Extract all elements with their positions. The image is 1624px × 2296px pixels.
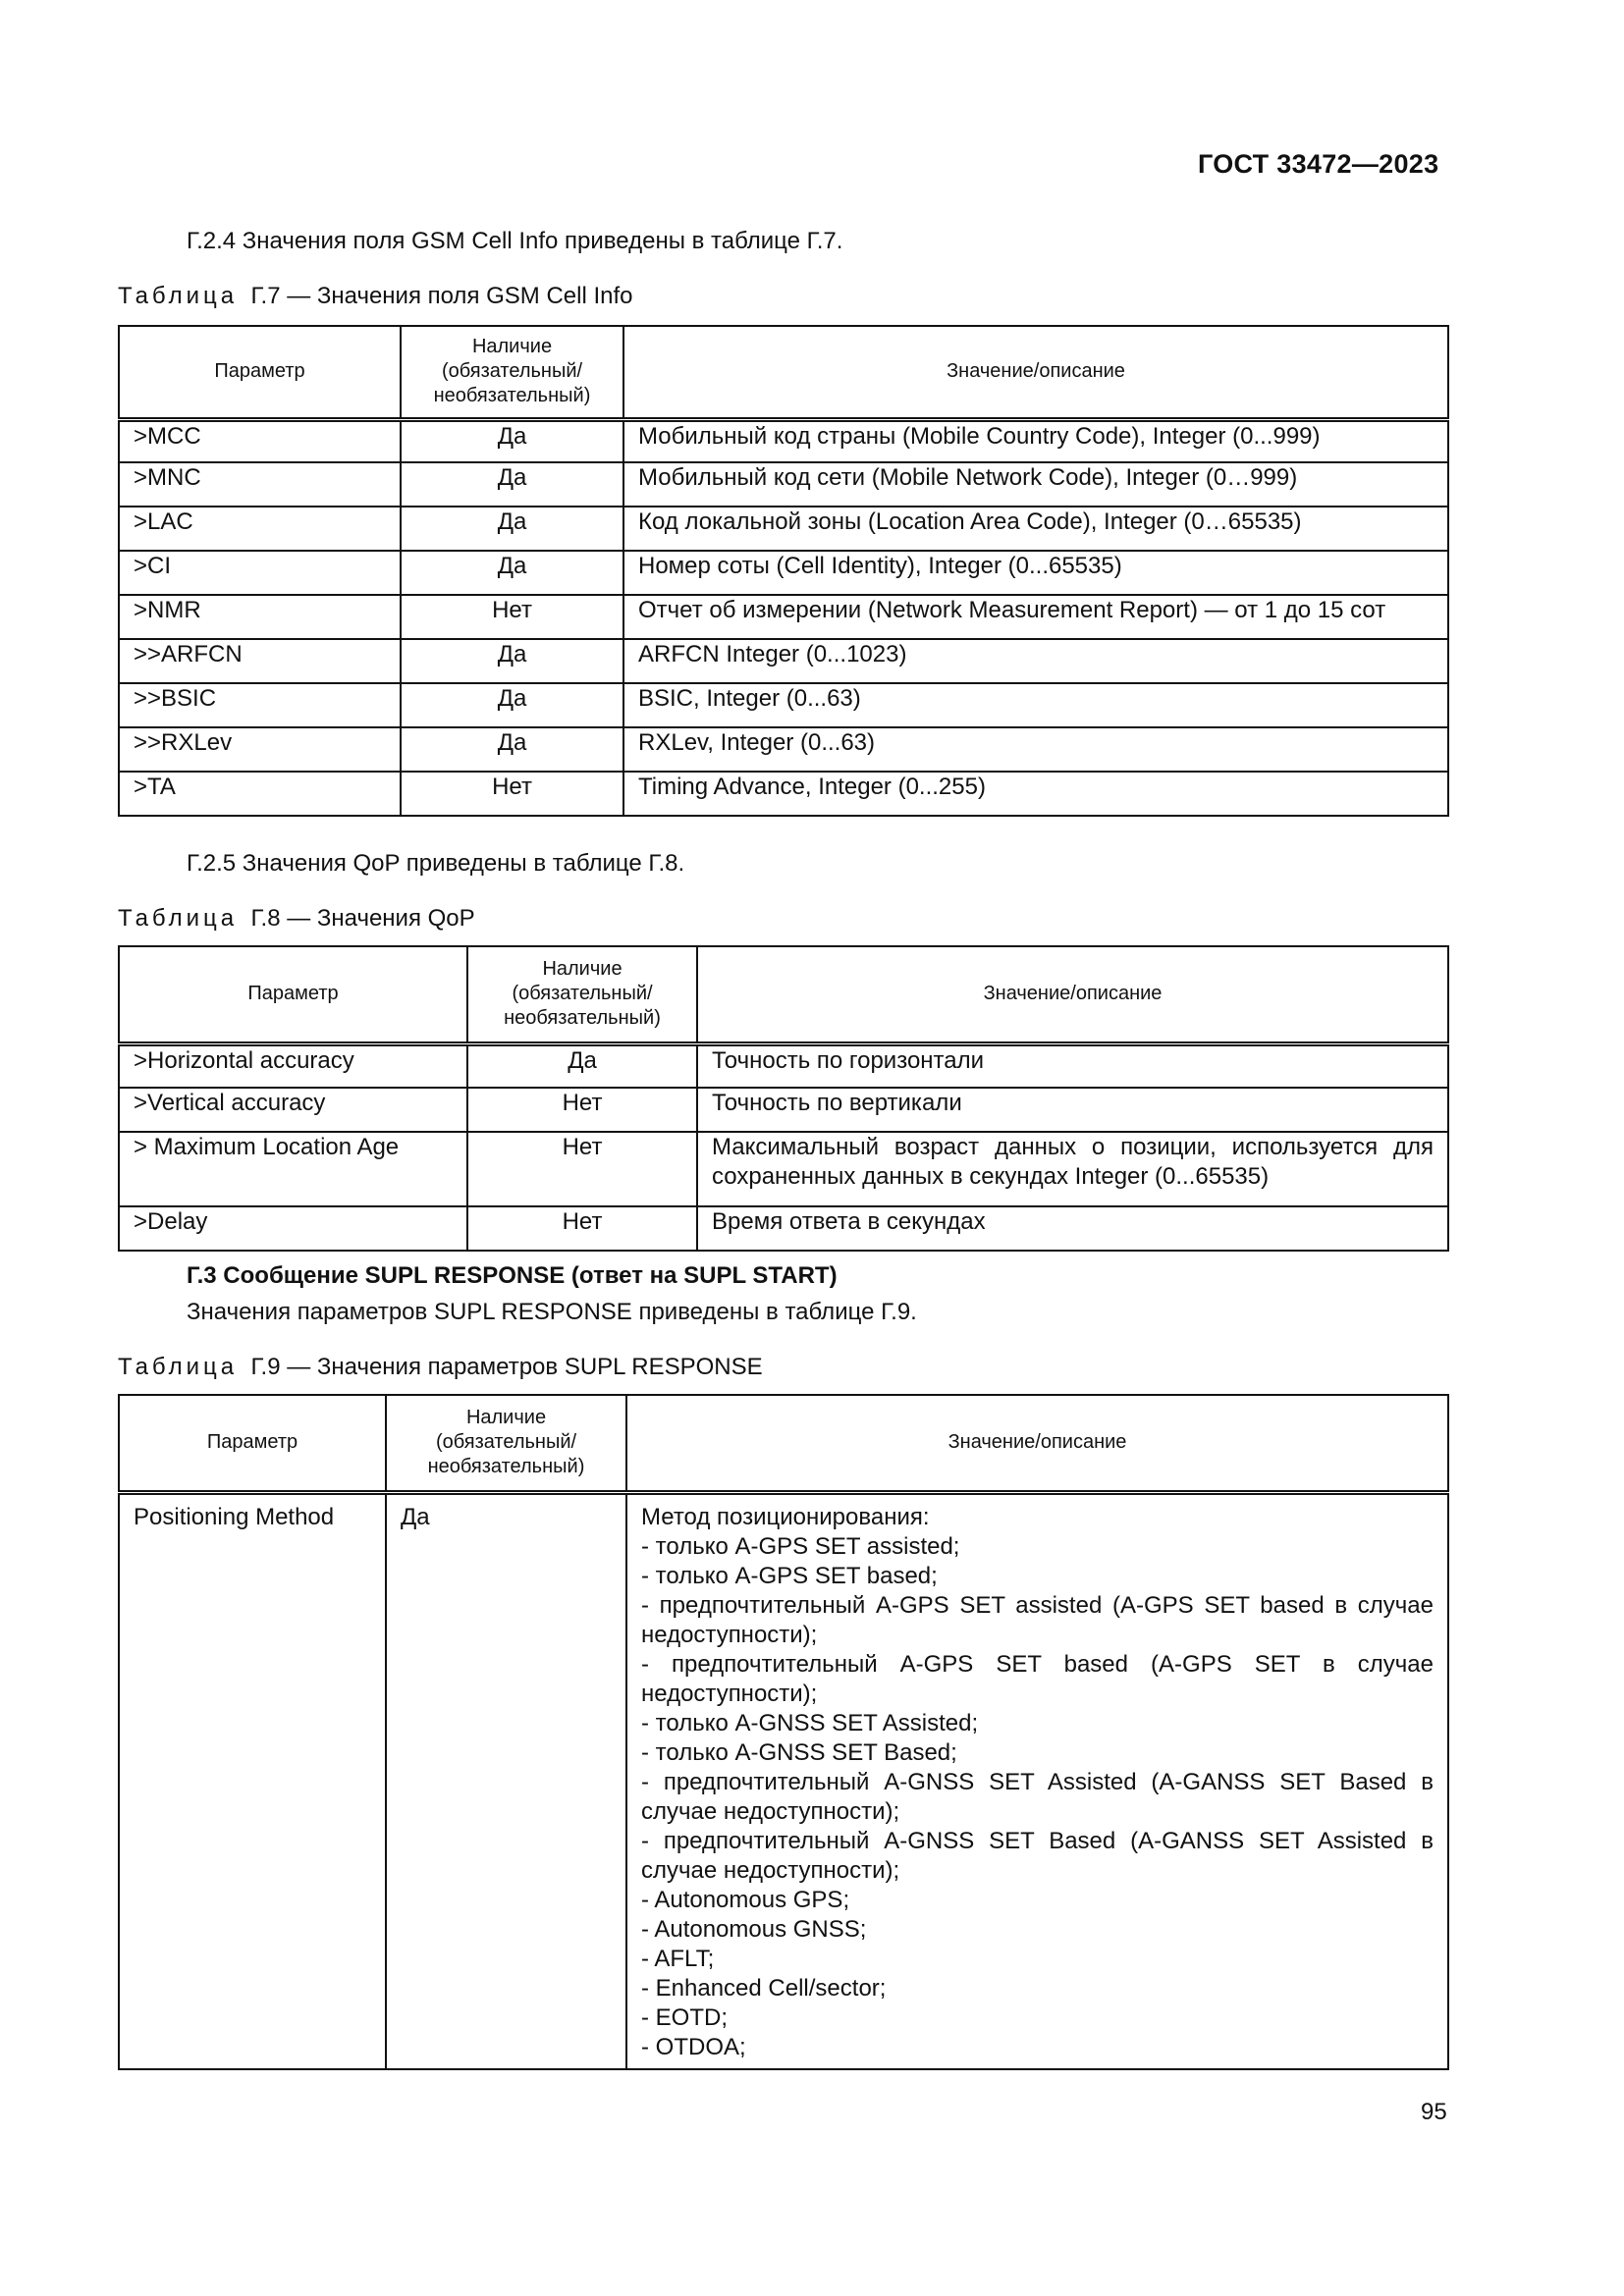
table-g8-header-row: [119, 946, 1448, 1043]
table-g7-header-presence: [401, 326, 623, 419]
header-presence-line: необязательный): [433, 385, 591, 407]
param-cell: >Horizontal accuracy: [119, 1043, 467, 1088]
presence-cell: Да: [401, 683, 623, 727]
method-line: случае недоступности);: [641, 1856, 900, 1884]
table-g9-header-presence: [386, 1395, 626, 1492]
table-g8-caption-prefix: Таблица: [118, 905, 239, 932]
param-cell: >MCC: [119, 419, 401, 462]
method-line: - предпочтительный A-GNSS SET Based (A-GANSS SET Assisted в: [641, 1827, 1434, 1854]
header-presence-line: Наличие: [542, 958, 623, 981]
table-g8-header-param: Параметр: [119, 946, 467, 1043]
param-cell: > Maximum Location Age: [119, 1132, 467, 1206]
table-row: [119, 639, 1448, 683]
header-presence-line: Наличие: [465, 1407, 547, 1429]
desc-cell: Мобильный код сети (Mobile Network Code), Integer (0…999): [623, 462, 1448, 507]
method-line: - Autonomous GPS;: [641, 1886, 850, 1913]
section-g3-heading: Г.3 Сообщение SUPL RESPONSE (ответ на SUPL START): [187, 1262, 838, 1289]
method-line: - предпочтительный A-GNSS SET Assisted (A-GANSS SET Based в: [641, 1768, 1434, 1795]
method-line: случае недоступности);: [641, 1797, 900, 1825]
presence-cell: Да: [401, 462, 623, 507]
table-row: [119, 507, 1448, 551]
presence-cell: Да: [401, 419, 623, 462]
table-row: [119, 462, 1448, 507]
desc-cell: ARFCN Integer (0...1023): [623, 639, 1448, 683]
table-row: [119, 419, 1448, 462]
presence-cell: Да: [467, 1043, 697, 1088]
param-cell: Positioning Method: [119, 1492, 386, 2069]
header-presence-line: (обязательный/: [512, 983, 653, 1005]
method-line: - предпочтительный A-GPS SET assisted (A-GPS SET based в случае: [641, 1591, 1434, 1619]
method-line: - Enhanced Cell/sector;: [641, 1974, 887, 2002]
presence-cell: Да: [386, 1492, 626, 2069]
table-g7-caption-prefix: Таблица: [118, 283, 239, 309]
presence-cell: Да: [401, 639, 623, 683]
method-line: - предпочтительный A-GPS SET based (A-GPS SET в случае: [641, 1650, 1434, 1678]
param-cell: >LAC: [119, 507, 401, 551]
table-g7-header-desc: Значение/описание: [623, 326, 1448, 419]
desc-cell: Точность по вертикали: [697, 1088, 1448, 1132]
param-cell: >>RXLev: [119, 727, 401, 772]
param-cell: >CI: [119, 551, 401, 595]
header-presence-line: (обязательный/: [441, 360, 583, 383]
desc-cell: [626, 1492, 1448, 2069]
document-code: ГОСТ 33472—2023: [1198, 149, 1439, 179]
param-cell: >TA: [119, 772, 401, 816]
param-cell: >Vertical accuracy: [119, 1088, 467, 1132]
table-row: [119, 683, 1448, 727]
method-line: Метод позиционирования:: [641, 1503, 930, 1530]
table-g7-caption-title: Г.7 — Значения поля GSM Cell Info: [250, 283, 633, 309]
desc-cell: Timing Advance, Integer (0...255): [623, 772, 1448, 816]
desc-cell: RXLev, Integer (0...63): [623, 727, 1448, 772]
table-row: [119, 1132, 1448, 1206]
method-line: недоступности);: [641, 1621, 818, 1648]
desc-cell: Точность по горизонтали: [697, 1043, 1448, 1088]
section-g3-text: Значения параметров SUPL RESPONSE приведены в таблице Г.9.: [187, 1299, 917, 1325]
header-presence-line: Наличие: [471, 336, 553, 358]
table-g8-caption-title: Г.8 — Значения QoP: [250, 905, 475, 932]
desc-cell: Максимальный возраст данных о позиции, используется для сохраненных данных в секундах Integer (0...65535): [697, 1132, 1448, 1206]
param-cell: >MNC: [119, 462, 401, 507]
table-row: [119, 1492, 1448, 2069]
method-line: - только A-GNSS SET Based;: [641, 1738, 957, 1766]
desc-cell: Код локальной зоны (Location Area Code), Integer (0…65535): [623, 507, 1448, 551]
table-g8-caption: [118, 905, 475, 933]
method-line: - только A-GNSS SET Assisted;: [641, 1709, 979, 1736]
header-presence-line: (обязательный/: [435, 1431, 577, 1454]
table-row: [119, 1088, 1448, 1132]
presence-cell: Нет: [467, 1206, 697, 1251]
presence-cell: Да: [401, 727, 623, 772]
desc-cell: Мобильный код страны (Mobile Country Code), Integer (0...999): [623, 419, 1448, 462]
presence-cell: Да: [401, 507, 623, 551]
param-cell: >Delay: [119, 1206, 467, 1251]
method-line: - только A-GPS SET assisted;: [641, 1532, 960, 1560]
table-g7-header-param: Параметр: [119, 326, 401, 419]
desc-cell: BSIC, Integer (0...63): [623, 683, 1448, 727]
method-line: - Autonomous GNSS;: [641, 1915, 867, 1943]
table-g9-caption-title: Г.9 — Значения параметров SUPL RESPONSE: [250, 1354, 763, 1380]
method-line: - EOTD;: [641, 2003, 728, 2031]
param-cell: >>ARFCN: [119, 639, 401, 683]
table-g9: [118, 1394, 1449, 2070]
table-g9-caption: [118, 1354, 763, 1381]
table-g7: [118, 325, 1449, 817]
table-g9-header-row: [119, 1395, 1448, 1492]
table-g7-caption: [118, 283, 632, 310]
presence-cell: Нет: [401, 595, 623, 639]
presence-cell: Да: [401, 551, 623, 595]
table-row: [119, 595, 1448, 639]
method-line: недоступности);: [641, 1680, 818, 1707]
param-cell: >>BSIC: [119, 683, 401, 727]
desc-cell: Время ответа в секундах: [697, 1206, 1448, 1251]
table-row: [119, 772, 1448, 816]
header-presence-line: необязательный): [427, 1456, 585, 1478]
table-g8-header-presence: [467, 946, 697, 1043]
table-g8-header-desc: Значение/описание: [697, 946, 1448, 1043]
section-g25-text: Г.2.5 Значения QoP приведены в таблице Г.8.: [187, 850, 685, 877]
table-g7-header-row: [119, 326, 1448, 419]
method-line: - OTDOA;: [641, 2033, 746, 2060]
table-g9-header-desc: Значение/описание: [626, 1395, 1448, 1492]
method-line: - AFLT;: [641, 1945, 715, 1972]
presence-cell: Нет: [467, 1088, 697, 1132]
header-presence-line: необязательный): [504, 1007, 661, 1030]
method-line: - только A-GPS SET based;: [641, 1562, 938, 1589]
desc-cell: Номер соты (Cell Identity), Integer (0...65535): [623, 551, 1448, 595]
table-row: [119, 727, 1448, 772]
presence-cell: Нет: [401, 772, 623, 816]
section-g24-text: Г.2.4 Значения поля GSM Cell Info приведены в таблице Г.7.: [187, 228, 843, 254]
param-cell: >NMR: [119, 595, 401, 639]
presence-cell: Нет: [467, 1132, 697, 1206]
table-g9-caption-prefix: Таблица: [118, 1354, 239, 1380]
desc-cell: Отчет об измерении (Network Measurement Report) — от 1 до 15 сот: [623, 595, 1448, 639]
table-row: [119, 1043, 1448, 1088]
table-g9-header-param: Параметр: [119, 1395, 386, 1492]
table-g8: [118, 945, 1449, 1252]
table-row: [119, 1206, 1448, 1251]
table-row: [119, 551, 1448, 595]
page-number: 95: [1421, 2099, 1447, 2125]
